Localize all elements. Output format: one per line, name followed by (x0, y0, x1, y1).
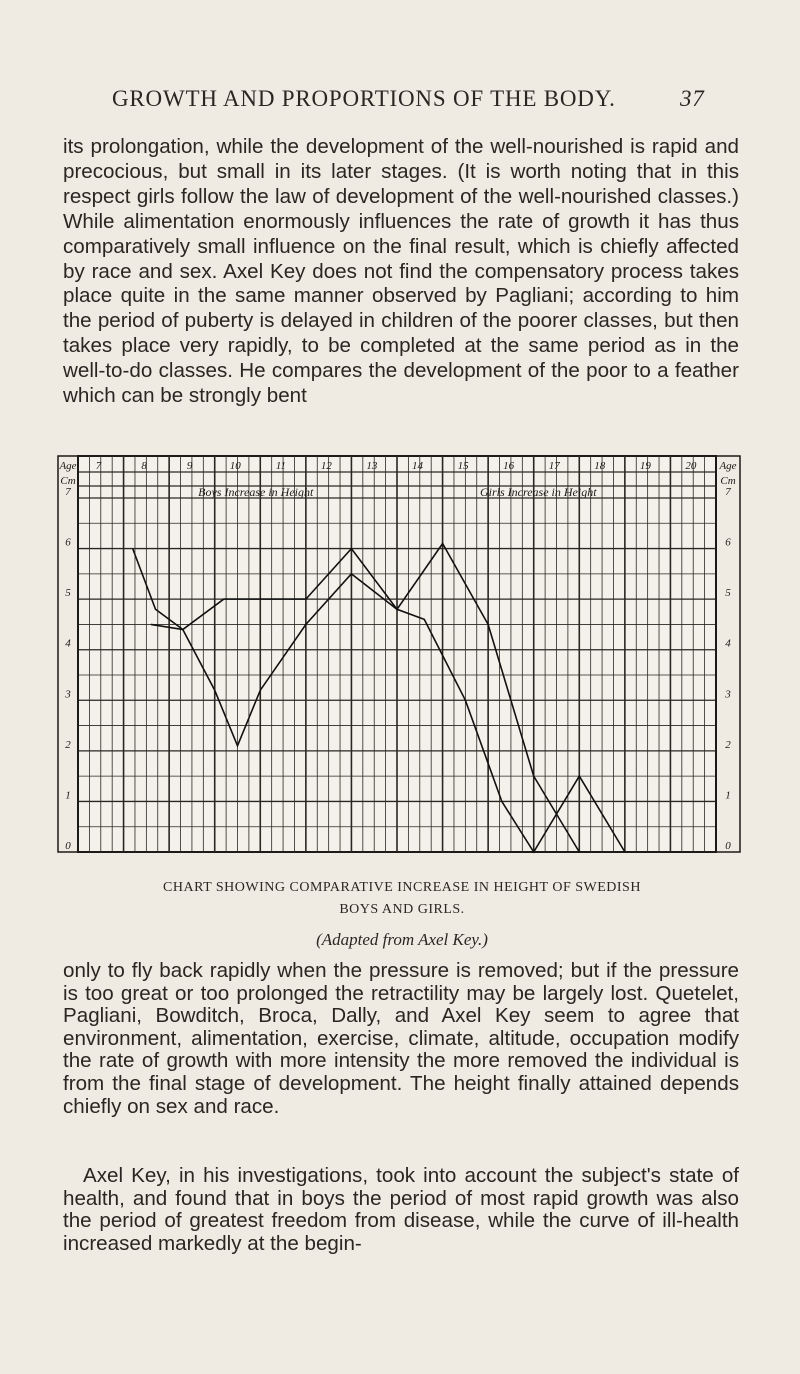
y-tick-label-right: 2 (725, 738, 731, 751)
y-tick-label-left: 7 (65, 486, 71, 498)
corner-label-age-left: Age (59, 460, 77, 472)
y-tick-label-right: 3 (725, 688, 731, 701)
corner-label-cm-right: Cm (720, 475, 736, 487)
y-tick-label-left: 5 (65, 587, 71, 600)
y-tick-label-right: 0 (725, 840, 731, 852)
y-tick-label-left: 2 (65, 738, 71, 751)
y-tick-label-left: 4 (65, 637, 71, 650)
age-tick-label: 11 (275, 460, 286, 472)
y-tick-label-left: 0 (65, 840, 71, 852)
age-tick-label: 10 (229, 460, 241, 472)
age-tick-label: 18 (594, 460, 606, 472)
figure-caption-line2: BOYS AND GIRLS. (339, 902, 465, 917)
figure-credit: (Adapted from Axel Key.) (316, 930, 488, 949)
age-tick-label: 20 (685, 460, 697, 472)
age-tick-label: 13 (366, 460, 378, 472)
corner-label-cm-left: Cm (60, 475, 76, 487)
age-tick-label: 14 (412, 460, 424, 472)
y-tick-label-left: 1 (65, 789, 71, 802)
age-tick-label: 15 (457, 460, 469, 472)
growth-chart (56, 450, 742, 862)
age-tick-label: 8 (141, 460, 147, 472)
figure-caption-line1: CHART SHOWING COMPARATIVE INCREASE IN HEIGHT OF SWEDISH (163, 880, 641, 895)
page-number: 37 (680, 86, 705, 111)
age-tick-label: 16 (503, 460, 515, 472)
y-tick-label-left: 3 (65, 688, 71, 701)
age-tick-label: 7 (95, 460, 102, 472)
legend-boys: Boys Increase in Height (198, 485, 314, 499)
age-tick-label: 12 (320, 460, 332, 472)
paragraph-middle: only to fly back rapidly when the pressure is removed; but if the pressure is too great or too prolonged the retractility may be largely lost. Quetelet, Pagliani, Bowditch, Broca, Dally, and Axel Key seem to agree that environment, alimentation, exercise, climate, altitude, occupation modify the rate of growth with more intensity the more removed the individual is from the final stage of development. The height finally attained depends chiefly on sex and race. (63, 959, 739, 1118)
y-tick-label-left: 6 (65, 536, 71, 549)
paragraph-bottom: Axel Key, in his investigations, took into account the subject's state of health, and found that in boys the period of most rapid growth was also the period of greatest freedom from disease, while the curve of ill-health increased markedly at the begin- (63, 1164, 739, 1255)
y-tick-label-right: 4 (725, 637, 731, 650)
y-tick-label-right: 6 (725, 536, 731, 549)
running-head-title: GROWTH AND PROPORTIONS OF THE BODY. (112, 86, 616, 111)
age-tick-label: 17 (548, 460, 560, 472)
paragraph-top: its prolongation, while the development of the well-nourished is rapid and precocious, but small in its later stages. (It is worth noting that in this respect girls follow the law of development of the well-nourished classes.) While alimentation enormously influences the rate of growth it has thus comparatively small influence on the final result, which is chiefly affected by race and sex. Axel Key does not find the compensatory process takes place quite in the same manner observed by Pagliani; according to him the period of puberty is delayed in children of the poorer classes, but then takes place very rapidly, to be completed at the same period as in the well-to-do classes. He compares the development of the poor to a feather which can be strongly bent (63, 135, 739, 408)
age-tick-label: 19 (639, 460, 651, 472)
y-tick-label-right: 5 (725, 587, 731, 600)
y-tick-label-right: 7 (725, 486, 731, 498)
age-tick-label: 9 (186, 460, 193, 472)
legend-girls: Girls Increase in Height (479, 485, 597, 499)
running-head (112, 86, 712, 112)
corner-label-age-right: Age (719, 460, 737, 472)
y-tick-label-right: 1 (725, 789, 731, 802)
